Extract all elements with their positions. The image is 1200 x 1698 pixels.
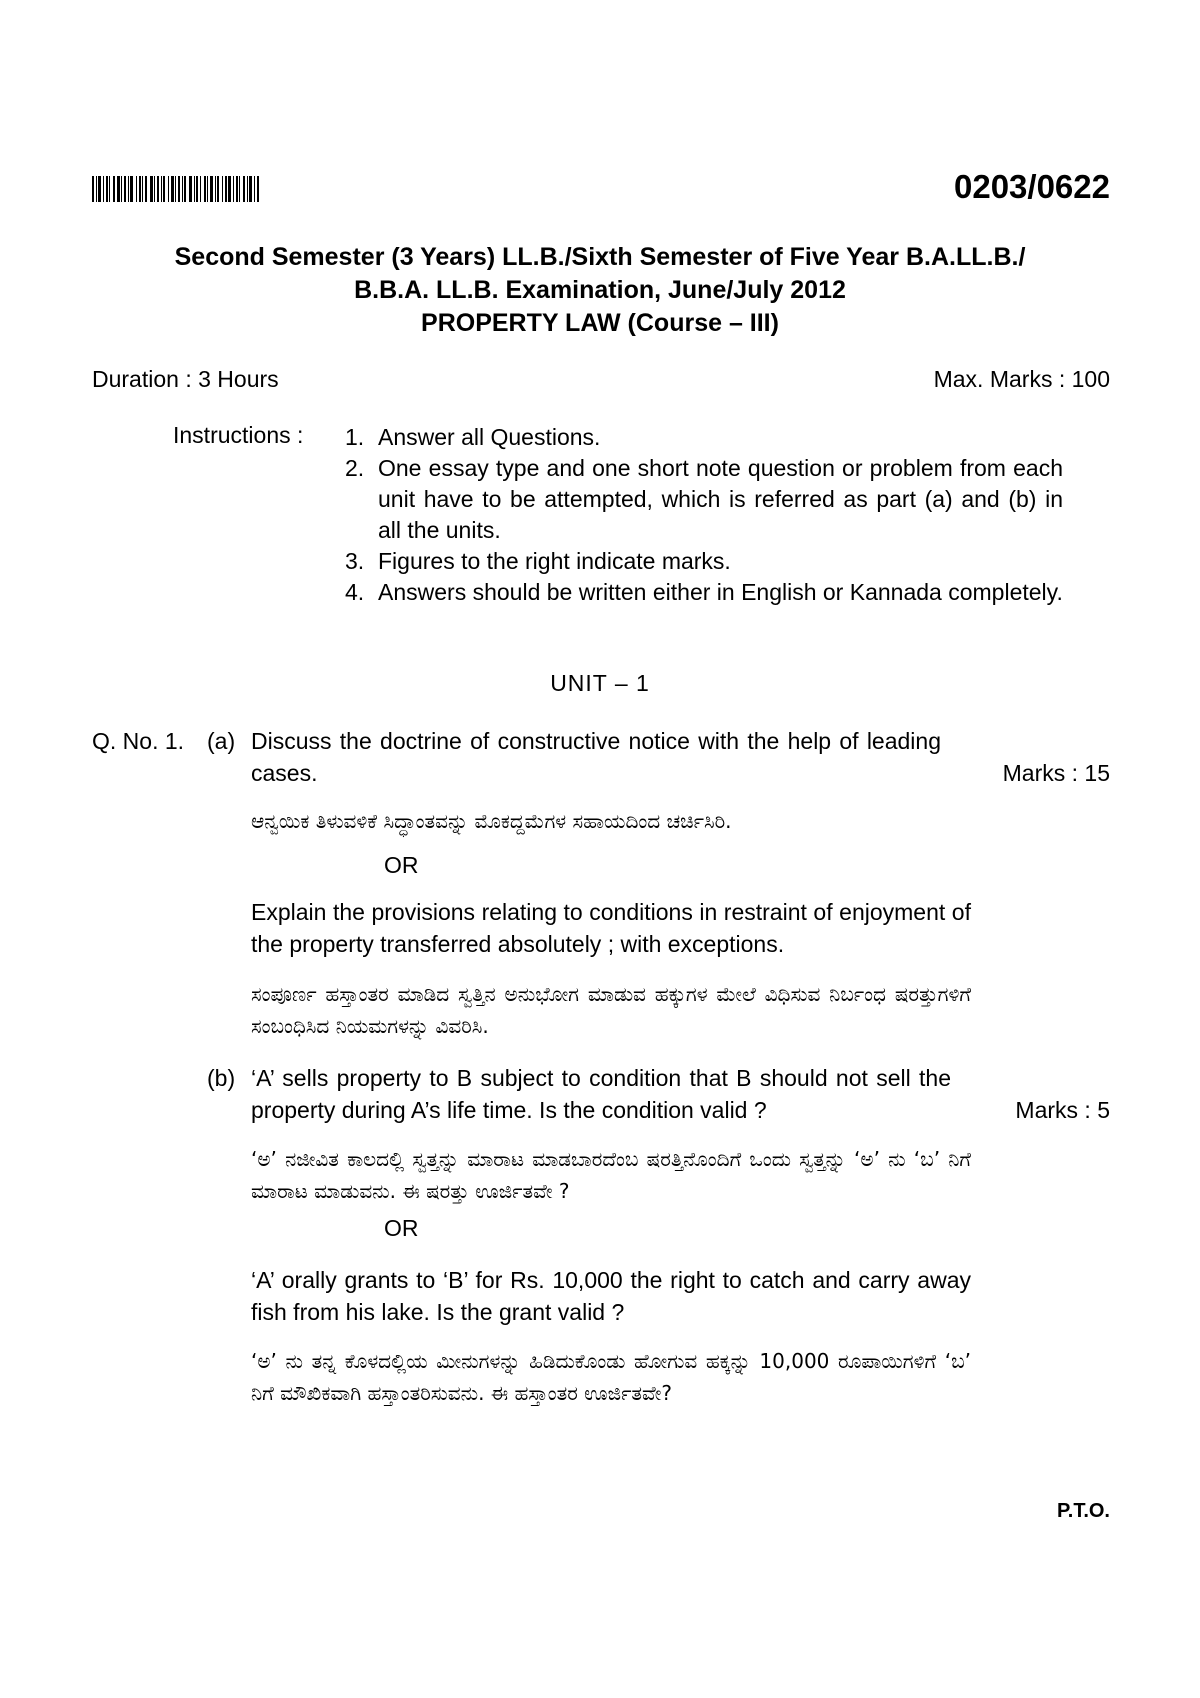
- part-a-label: (a): [207, 728, 236, 754]
- or-separator: OR: [384, 852, 419, 878]
- instruction-text: Figures to the right indicate marks.: [378, 548, 731, 574]
- part-a-question-1-kannada: ಆನ್ವಯಿಕ ತಿಳುವಳಿಕೆ ಸಿದ್ಧಾಂತವನ್ನು ಮೊಕದ್ದಮೆಗಳ ಸಹಾಯದಿಂದ ಚರ್ಚಿಸಿರಿ.: [251, 809, 732, 833]
- part-a-question-2-english: Explain the provisions relating to conditions in restraint of enjoyment of the property transferred absolutely ; with exceptions.: [251, 899, 971, 957]
- instruction-number: 3.: [345, 548, 365, 574]
- instruction-text: One essay type and one short note question or problem from each unit have to be attempted, which is referred as part (a) and (b) in all the units.: [378, 455, 1063, 543]
- barcode: [92, 176, 322, 202]
- exam-title-line2: B.B.A. LL.B. Examination, June/July 2012: [354, 276, 846, 304]
- instruction-number: 1.: [345, 424, 365, 450]
- unit-heading: UNIT – 1: [550, 670, 650, 696]
- part-a-marks: Marks : 15: [1002, 760, 1110, 786]
- part-a-question-1-english: Discuss the doctrine of constructive notice with the help of leading cases.: [251, 728, 941, 786]
- part-b-marks: Marks : 5: [1015, 1097, 1110, 1123]
- instruction-item: [345, 577, 1065, 639]
- instruction-item: [345, 453, 1065, 546]
- duration: Duration : 3 Hours: [92, 366, 279, 392]
- part-b-label: (b): [207, 1065, 236, 1091]
- subject-title: PROPERTY LAW (Course – III): [421, 309, 779, 337]
- question-number: Q. No. 1.: [92, 728, 185, 754]
- part-a-question-2-kannada: ಸಂಪೂರ್ಣ ಹಸ್ತಾಂತರ ಮಾಡಿದ ಸ್ವತ್ತಿನ ಅನುಭೋಗ ಮಾಡುವ ಹಕ್ಕುಗಳ ಮೇಲೆ ವಿಧಿಸುವ ನಿರ್ಬಂಧ ಷರತ್ತುಗಳಿಗೆ ಸಂಬಂಧಿಸಿದ ನಿಯಮಗಳನ್ನು ವಿವರಿಸಿ.: [251, 982, 971, 1038]
- instruction-number: 4.: [345, 579, 365, 605]
- exam-title-line1: Second Semester (3 Years) LL.B./Sixth Semester of Five Year B.A.LL.B./: [174, 243, 1026, 271]
- instruction-item: [345, 422, 1065, 453]
- instruction-number: 2.: [345, 455, 365, 481]
- or-separator: OR: [384, 1215, 419, 1241]
- instructions-label: Instructions :: [173, 422, 304, 448]
- max-marks: Max. Marks : 100: [933, 366, 1110, 392]
- part-b-question-2-english: ‘A’ orally grants to ‘B’ for Rs. 10,000 the right to catch and carry away fish from his lake. Is the grant valid ?: [251, 1267, 971, 1325]
- part-b-question-1-kannada: ‘ಅ’ ನಜೀವಿತ ಕಾಲದಲ್ಲಿ ಸ್ವತ್ತನ್ನು ಮಾರಾಟ ಮಾಡಬಾರದೆಂಬ ಷರತ್ತಿನೊಂದಿಗೆ ಒಂದು ಸ್ವತ್ತನ್ನು ‘ಅ’ ನು ‘ಬ’ ನಿಗೆ ಮಾರಾಟ ಮಾಡುವನು. ಈ ಷರತ್ತು ಊರ್ಜಿತವೇ ?: [251, 1147, 971, 1203]
- instruction-text: Answers should be written either in English or Kannada completely.: [378, 579, 1063, 605]
- instruction-item: [345, 546, 1065, 577]
- pto-note: P.T.O.: [1057, 1500, 1110, 1522]
- paper-code: 0203/0622: [954, 168, 1110, 205]
- part-b-question-1-english: ‘A’ sells property to B subject to condition that B should not sell the property during A’s life time. Is the condition valid ?: [251, 1065, 951, 1123]
- part-b-question-2-kannada: ‘ಅ’ ನು ತನ್ನ ಕೊಳದಲ್ಲಿಯ ಮೀನುಗಳನ್ನು ಹಿಡಿದುಕೊಂಡು ಹೋಗುವ ಹಕ್ಕನ್ನು 10,000 ರೂಪಾಯಿಗಳಿಗೆ ‘ಬ’ ನಿಗೆ ಮೌಖಿಕವಾಗಿ ಹಸ್ತಾಂತರಿಸುವನು. ಈ ಹಸ್ತಾಂತರ ಊರ್ಜಿತವೇ?: [251, 1349, 971, 1405]
- instruction-text: Answer all Questions.: [378, 424, 601, 450]
